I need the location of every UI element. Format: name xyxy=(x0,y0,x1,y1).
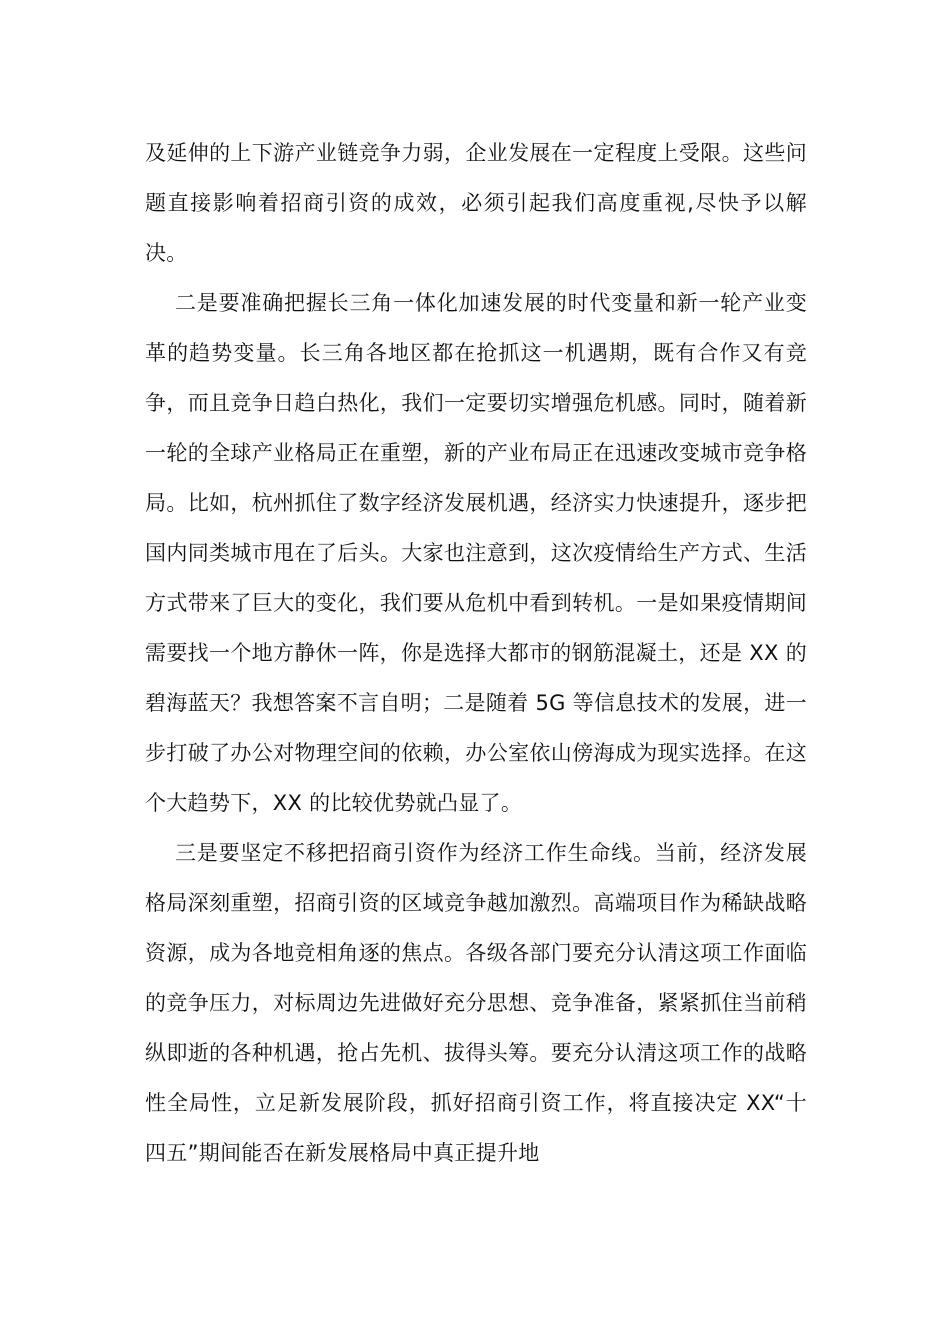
paragraph-continuation: 及延伸的上下游产业链竞争力弱，企业发展在一定程度上受限。这些问题直接影响着招商引资的成效，必须引起我们高度重视,尽快予以解决。 xyxy=(145,141,807,265)
paragraph-second-point: 二是要准确把握长三角一体化加速发展的时代变量和新一轮产业变革的趋势变量。长三角各地区都在抢抓这一机遇期，既有合作又有竞争，而且竞争日趋白热化，我们一定要切实增强危机感。同时，随着新一轮的全球产业格局正在重塑，新的产业布局正在迅速改变城市竞争格局。比如，杭州抓住了数字经济发展机遇，经济实力快速提升，逐步把国内同类城市甩在了后头。大家也注意到，这次疫情给生产方式、生活方式带来了巨大的变化，我们要从危机中看到转机。一是如果疫情期间需要找一个地方静休一阵，你是选择大都市的钢筋混凝土，还是 XX 的碧海蓝天？我想答案不言自明；二是随着 5G 等信息技术的发展，进一步打破了办公对物理空间的依赖，办公室依山傍海成为现实选择。在这个大趋势下，XX 的比较优势就凸显了。 xyxy=(145,291,807,815)
document-body xyxy=(145,128,807,1178)
paragraph-third-point: 三是要坚定不移把招商引资作为经济工作生命线。当前，经济发展格局深刻重塑，招商引资的区域竞争越加激烈。高端项目作为稀缺战略资源，成为各地竞相角逐的焦点。各级各部门要充分认清这项工作面临的竞争压力，对标周边先进做好充分思想、竞争准备，紧紧抓住当前稍纵即逝的各种机遇，抢占先机、拔得头筹。要充分认清这项工作的战略性全局性，立足新发展阶段，抓好招商引资工作，将直接决定 XX“十四五”期间能否在新发展格局中真正提升地 xyxy=(145,841,807,1165)
